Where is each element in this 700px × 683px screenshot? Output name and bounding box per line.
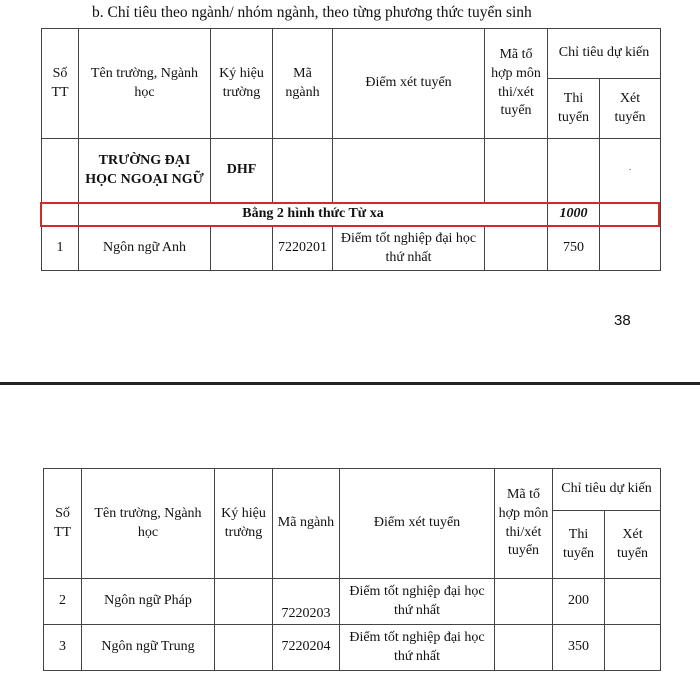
school-review bbox=[600, 139, 661, 203]
quota-table-page-1 bbox=[41, 28, 661, 271]
row-combo bbox=[495, 625, 553, 671]
header-symbol: Ký hiệu trường bbox=[215, 469, 273, 579]
group-review bbox=[600, 203, 661, 227]
row-name: Ngôn ngữ Pháp bbox=[82, 579, 215, 625]
school-criteria bbox=[333, 139, 485, 203]
page-divider bbox=[0, 382, 700, 385]
school-name: TRƯỜNG ĐẠI HỌC NGOẠI NGỮ bbox=[79, 139, 211, 203]
row-stt: 2 bbox=[44, 579, 82, 625]
tick-mark: · bbox=[628, 164, 632, 176]
header-review: Xét tuyển bbox=[605, 511, 661, 579]
header-quota: Chỉ tiêu dự kiến bbox=[553, 469, 661, 511]
header-code: Mã ngành bbox=[273, 29, 333, 139]
row-review bbox=[600, 227, 661, 271]
header-quota: Chỉ tiêu dự kiến bbox=[548, 29, 661, 79]
row-stt: 1 bbox=[42, 227, 79, 271]
row-name: Ngôn ngữ Anh bbox=[79, 227, 211, 271]
row-combo bbox=[485, 227, 548, 271]
header-exam: Thi tuyển bbox=[553, 511, 605, 579]
header-review: Xét tuyển bbox=[600, 79, 661, 139]
row-code: 7220204 bbox=[273, 625, 340, 671]
header-code: Mã ngành bbox=[273, 469, 340, 579]
row-exam: 350 bbox=[553, 625, 605, 671]
group-label: Bằng 2 hình thức Từ xa bbox=[79, 203, 548, 227]
row-review bbox=[605, 625, 661, 671]
table-row bbox=[42, 227, 661, 271]
header-criteria: Điểm xét tuyển bbox=[340, 469, 495, 579]
school-combo bbox=[485, 139, 548, 203]
school-stt bbox=[42, 139, 79, 203]
section-heading: b. Chỉ tiêu theo ngành/ nhóm ngành, theo từng phương thức tuyển sinh bbox=[92, 4, 532, 21]
header-exam: Thi tuyển bbox=[548, 79, 600, 139]
row-code: 7220201 bbox=[273, 227, 333, 271]
header-stt: Số TT bbox=[42, 29, 79, 139]
header-criteria: Điểm xét tuyển bbox=[333, 29, 485, 139]
row-exam: 750 bbox=[548, 227, 600, 271]
header-symbol: Ký hiệu trường bbox=[211, 29, 273, 139]
row-symbol bbox=[211, 227, 273, 271]
header-name: Tên trường, Ngành học bbox=[82, 469, 215, 579]
table-row bbox=[44, 625, 661, 671]
row-exam: 200 bbox=[553, 579, 605, 625]
quota-table-page-2 bbox=[43, 468, 661, 671]
page-number: 38 bbox=[614, 312, 631, 329]
group-stt bbox=[42, 203, 79, 227]
row-name: Ngôn ngữ Trung bbox=[82, 625, 215, 671]
row-code: 7220203 bbox=[273, 579, 340, 625]
row-stt: 3 bbox=[44, 625, 82, 671]
row-review bbox=[605, 579, 661, 625]
header-combo: Mã tổ hợp môn thi/xét tuyển bbox=[485, 29, 548, 139]
row-criteria: Điểm tốt nghiệp đại học thứ nhất bbox=[333, 227, 485, 271]
table-row bbox=[44, 579, 661, 625]
school-exam bbox=[548, 139, 600, 203]
school-code bbox=[273, 139, 333, 203]
row-criteria: Điểm tốt nghiệp đại học thứ nhất bbox=[340, 625, 495, 671]
row-combo bbox=[495, 579, 553, 625]
group-exam: 1000 bbox=[548, 203, 600, 227]
row-symbol bbox=[215, 625, 273, 671]
school-symbol: DHF bbox=[211, 139, 273, 203]
row-criteria: Điểm tốt nghiệp đại học thứ nhất bbox=[340, 579, 495, 625]
row-symbol bbox=[215, 579, 273, 625]
header-name: Tên trường, Ngành học bbox=[79, 29, 211, 139]
header-combo: Mã tổ hợp môn thi/xét tuyển bbox=[495, 469, 553, 579]
header-stt: Số TT bbox=[44, 469, 82, 579]
